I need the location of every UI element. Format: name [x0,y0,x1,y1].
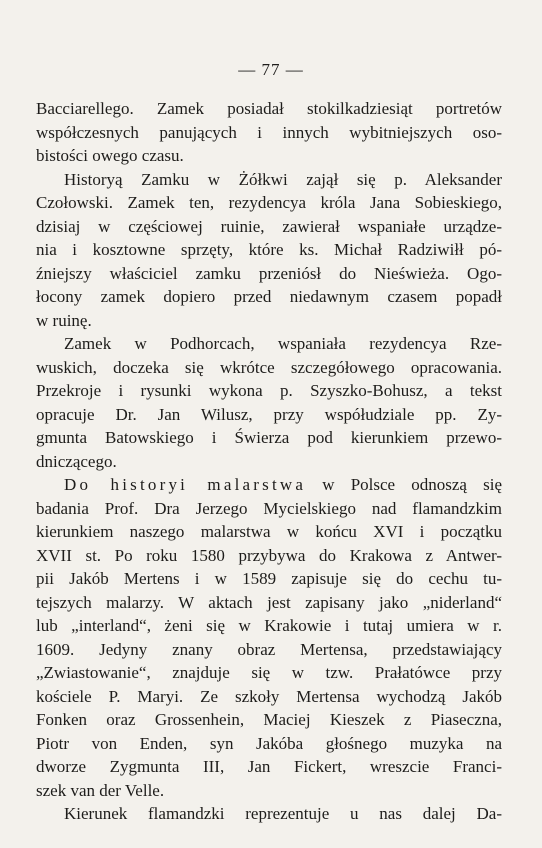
text-line: gmunta Batowskiego i Świerza pod kierunkiem przewo- [36,428,502,447]
text-line: tejszych malarzy. W aktach jest zapisany jako „niderland“ [36,592,502,612]
text-line: badania Prof. Dra Jerzego Mycielskiego nad flamandzkim [36,498,502,518]
text-line [36,473,502,497]
text-line: w ruinę. [36,310,92,330]
text-line: XVII st. Po roku 1580 przybywa do Krakowa z Antwer- [36,545,502,565]
text-line: źniejszy właściciel zamku przeniósł do Nieświeża. Ogo- [36,263,502,283]
text-line: Zamek w Podhorcach, wspaniała rezydencya Rze- [64,334,502,353]
text-line: dniczącego. [36,451,117,471]
text-line: Przekroje i rysunki wykona p. Szyszko-Bohusz, a tekst [36,381,502,400]
text-line: wuskich, doczeka się wkrótce szczegółowego opracowania. [36,357,502,377]
page-number: — 77 — [238,60,304,79]
text-line: „Zwiastowanie“, znajduje się w tzw. Prałatówce przy [36,663,502,682]
text-line: szek van der Velle. [36,780,165,800]
text-line: 1609. Jedyny znany obraz Mertensa, przedstawiający [36,639,502,659]
text-line: dzisiaj w częściowej ruinie, zawierał wspaniałe urządze- [36,216,502,236]
text-line: Czołowski. Zamek ten, rezydencya króla Jana Sobieskiego, [36,193,502,212]
text-line: Fonken oraz Grossenhein, Maciej Kieszek z Piaseczna, [36,710,502,729]
text-line: dworze Zygmunta III, Jan Fickert, wreszcie Franci- [36,757,502,776]
text-line: lub „interland“, żeni się w Krakowie i tutaj umiera w r. [36,616,502,635]
text-line: Piotr von Enden, syn Jakóba głośnego muzyka na [36,733,502,753]
text-line: kościele P. Maryi. Ze szkoły Mertensa wychodzą Jakób [36,686,502,706]
text-line: opracuje Dr. Jan Wilusz, przy współudziale pp. Zy- [36,404,502,424]
text-line: współczesnych panujących i innych wybitniejszych oso- [36,122,502,142]
text-line: pii Jakób Mertens i w 1589 zapisuje się do cechu tu- [36,569,502,588]
text-line: kierunkiem naszego malarstwa w końcu XVI i początku [36,522,502,541]
text-line-rest: w Polsce odnoszą się [306,475,502,494]
text-line: Kierunek flamandzki reprezentuje u nas dalej Da- [64,804,502,823]
body-text [36,97,502,826]
spaced-heading-text: Do historyi malarstwa [64,475,307,494]
text-line: nia i kosztowne sprzęty, które ks. Michał Radziwiłł pó- [36,240,502,259]
text-line: Bacciarellego. Zamek posiadał stokilkadziesiąt portretów [36,99,502,118]
text-line: Historyą Zamku w Żółkwi zajął się p. Aleksander [64,169,502,189]
text-line: bistości owego czasu. [36,146,184,165]
text-line: łocony zamek dopiero przed niedawnym czasem popadł [36,287,502,306]
